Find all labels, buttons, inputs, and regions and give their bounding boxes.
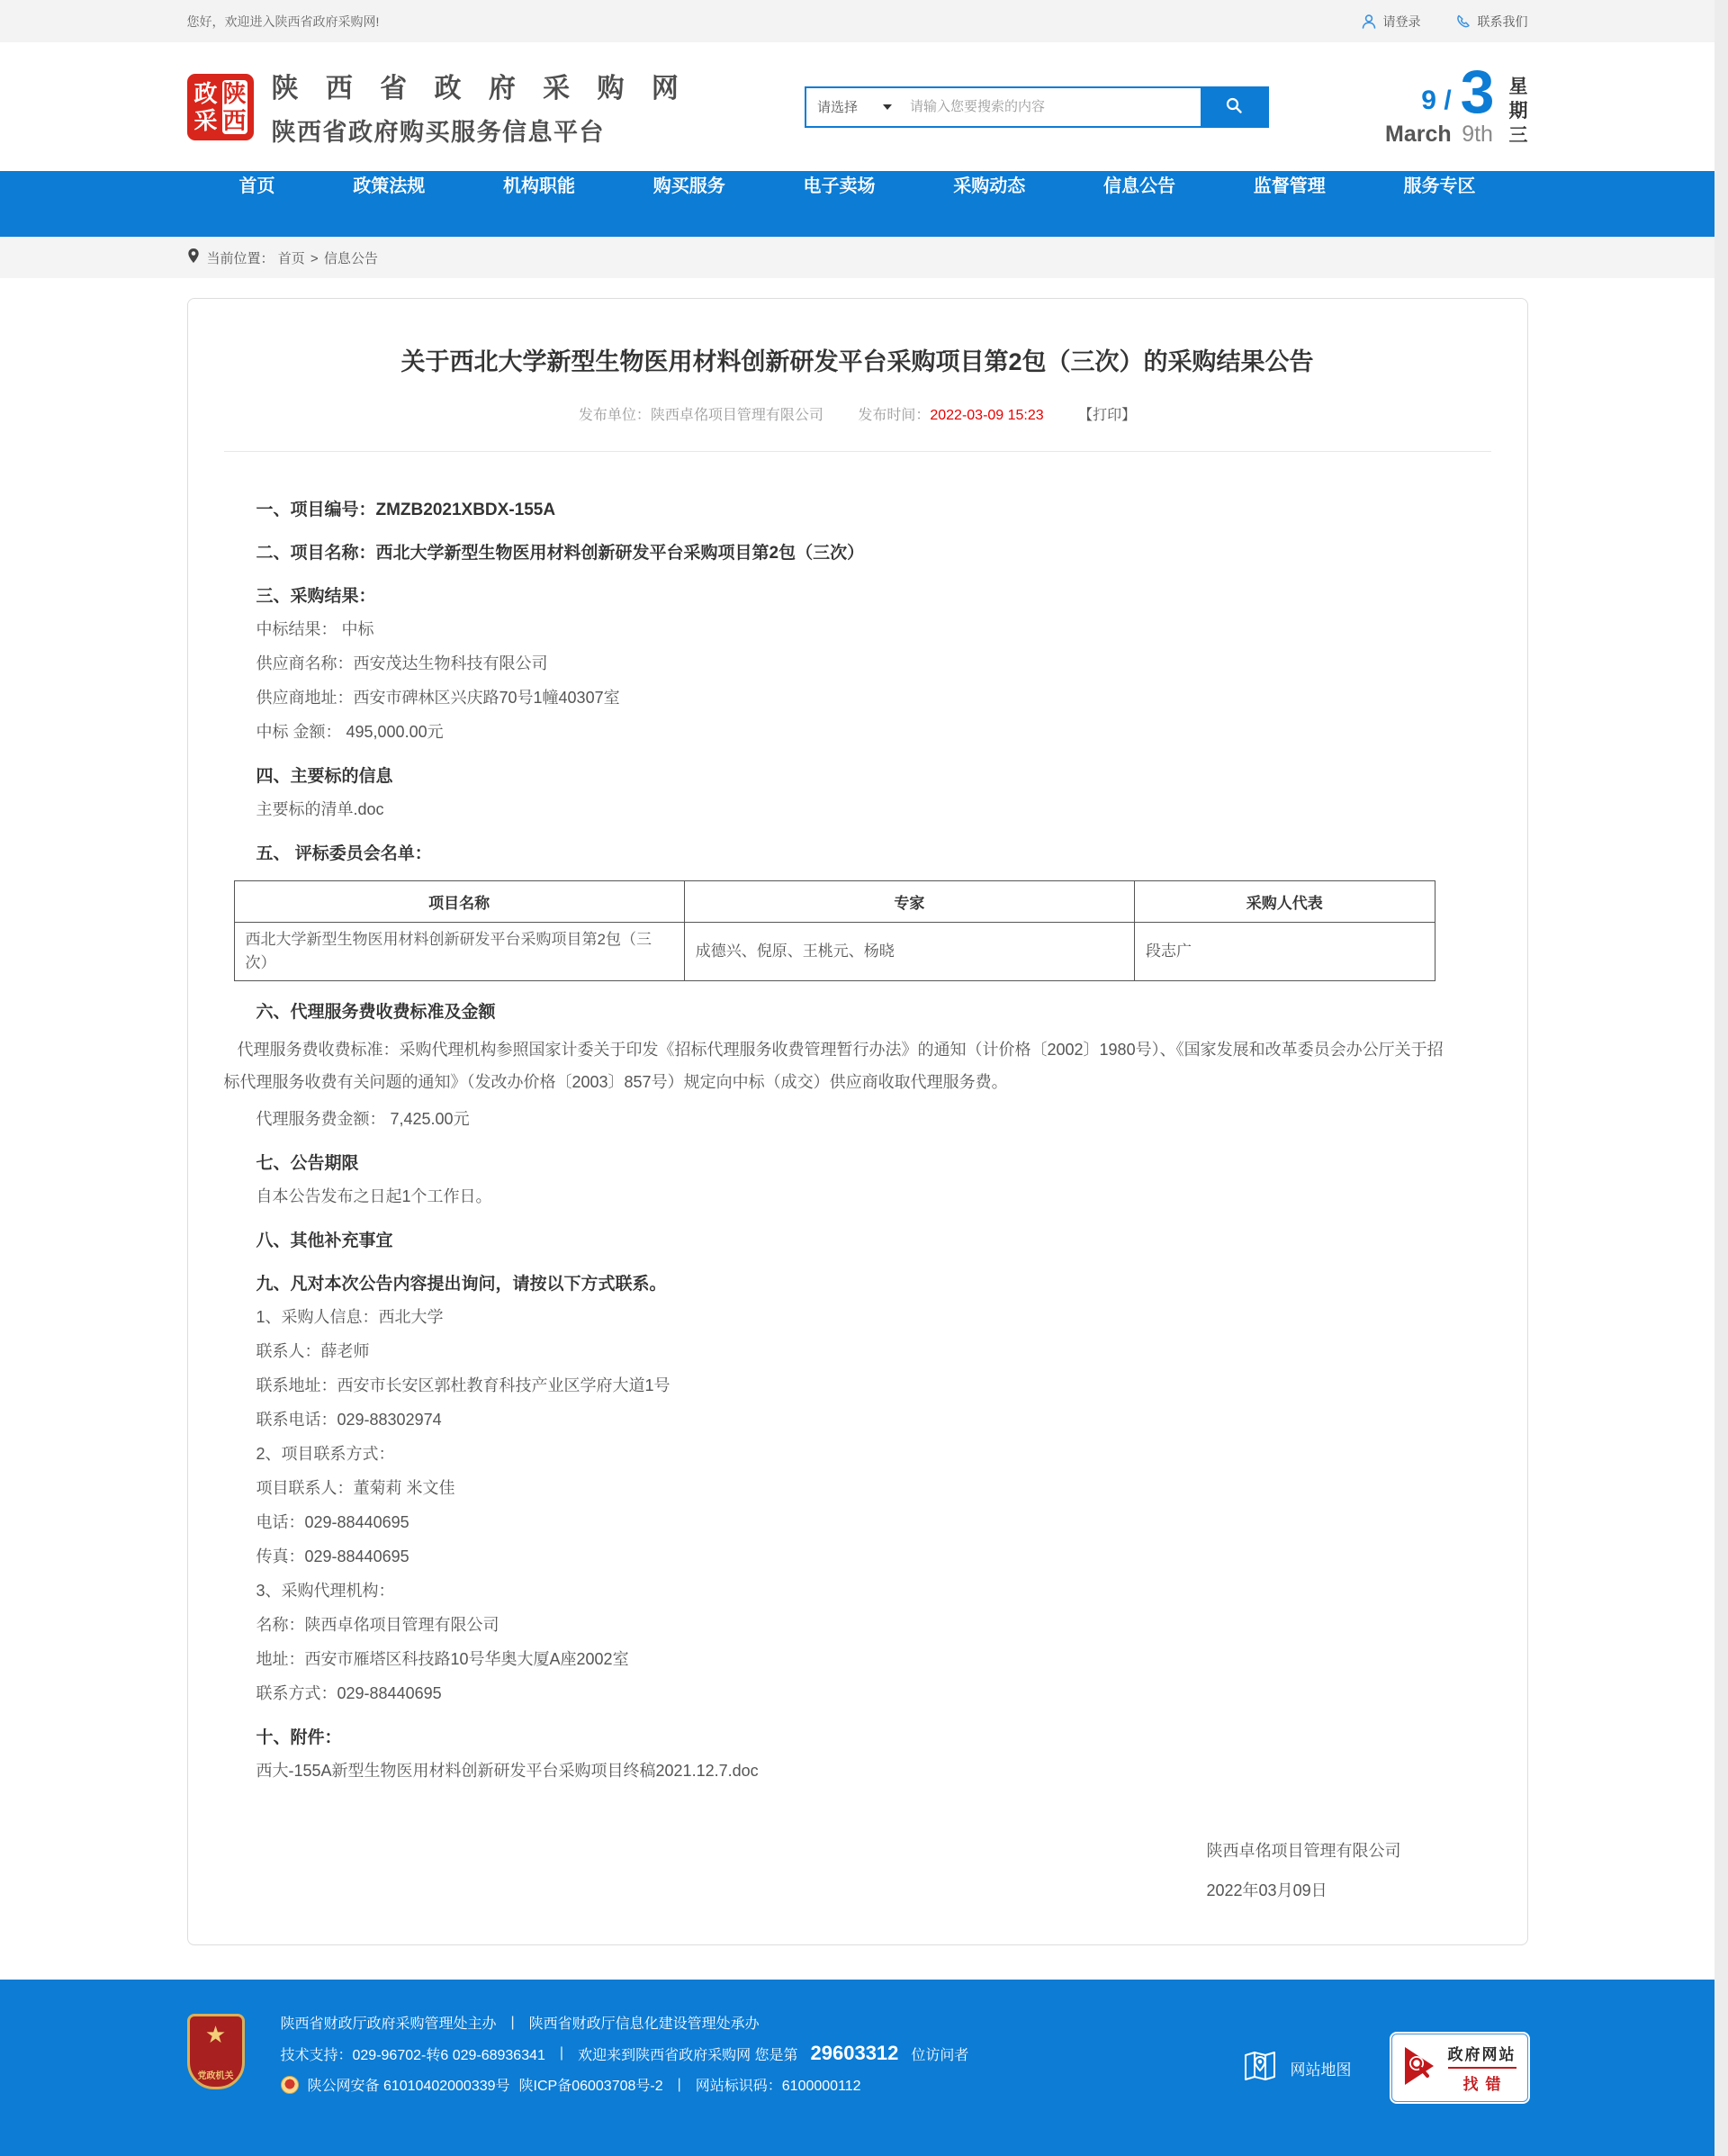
nav-item-policies[interactable]: 政策法规 xyxy=(353,176,426,196)
nav-item-home[interactable]: 首页 xyxy=(238,176,275,196)
contact-label: 联系我们 xyxy=(1477,14,1528,29)
gov-site-error-report-badge[interactable] xyxy=(1391,2034,1528,2102)
nav-item-service-zone[interactable]: 服务专区 xyxy=(1403,176,1476,196)
seal-logo-icon xyxy=(187,74,254,140)
visitor-count: 29603312 xyxy=(810,2042,899,2064)
login-button[interactable] xyxy=(1361,13,1421,31)
icp-record: 陕ICP备06003708号-2 xyxy=(518,2079,663,2094)
nav-item-e-marketplace[interactable]: 电子卖场 xyxy=(803,176,876,196)
date-month-number: 3 xyxy=(1460,58,1495,126)
supplier-name-line: 供应商名称：西安茂达生物科技有限公司 xyxy=(256,654,548,672)
agency-contact-line: 联系方式：029-88440695 xyxy=(256,1684,442,1702)
weekday-char: 期 xyxy=(1508,101,1528,122)
date-day: 9 / xyxy=(1421,86,1452,115)
section-heading-procurement-result: 三、采购结果： xyxy=(256,587,376,606)
site-title: 陕 西 省 政 府 采 购 网 xyxy=(271,74,688,104)
greeting-text: 您好，欢迎进入陕西省政府采购网! xyxy=(186,14,380,29)
signature-company: 陕西卓佲项目管理有限公司 xyxy=(1206,1842,1401,1860)
person-icon xyxy=(1361,14,1377,30)
breadcrumb-home-link[interactable]: 首页 xyxy=(277,250,305,266)
seal-char: 采 xyxy=(194,106,218,134)
breadcrumb-label: 当前位置： xyxy=(206,250,274,266)
site-footer xyxy=(0,1980,1714,2156)
badge-label: 党政机关 xyxy=(197,2071,234,2081)
article-meta xyxy=(224,403,1491,424)
party-gov-badge-icon xyxy=(187,2014,245,2089)
footer-undertaker: 陕西省财政厅信息化建设管理处承办 xyxy=(528,2016,760,2032)
footer-organizer: 陕西省财政厅政府采购管理处主办 xyxy=(280,2016,497,2032)
weekday-char: 星 xyxy=(1508,77,1528,97)
sitemap-link[interactable] xyxy=(1240,2046,1352,2090)
footer-separator: | xyxy=(559,2045,564,2061)
nav-item-supervision[interactable]: 监督管理 xyxy=(1253,176,1326,196)
section-heading-project-name: 二、项目名称：西北大学新型生物医用材料创新研发平台采购项目第2包（三次） xyxy=(256,544,865,563)
table-row xyxy=(234,923,1435,981)
date-day-ordinal: 9th xyxy=(1462,122,1493,147)
date-weekday xyxy=(1508,75,1527,148)
breadcrumb xyxy=(207,248,378,267)
section-heading-committee: 五、 评标委员会名单： xyxy=(256,844,432,863)
section-heading-contact-methods: 九、凡对本次公告内容提出询问，请按以下方式联系。 xyxy=(256,1275,667,1294)
publish-time: 2022-03-09 15:23 xyxy=(930,408,1044,423)
search-button[interactable] xyxy=(1201,88,1267,126)
date-widget xyxy=(1385,58,1528,148)
nav-item-purchase-services[interactable]: 购买服务 xyxy=(652,176,725,196)
cell-experts: 成德兴、倪原、王桃元、杨晓 xyxy=(684,923,1134,981)
signature-date: 2022年03月09日 xyxy=(1206,1881,1328,1899)
committee-table xyxy=(234,880,1436,981)
scrollbar[interactable] xyxy=(1714,0,1728,2156)
contact-person-line: 联系人：薛老师 xyxy=(256,1342,370,1360)
seal-char: 西 xyxy=(222,106,247,134)
national-emblem-icon xyxy=(281,2076,299,2094)
announcement-card xyxy=(187,298,1528,1945)
login-label: 请登录 xyxy=(1382,14,1421,29)
footer-separator: | xyxy=(677,2076,681,2092)
sitemap-label: 网站地图 xyxy=(1290,2061,1352,2079)
award-amount-line: 中标 金额： 495,000.00元 xyxy=(256,723,444,741)
phone-icon xyxy=(1455,14,1472,30)
footer-separator: | xyxy=(510,2014,515,2030)
top-bar xyxy=(0,0,1714,42)
agency-name-line: 名称：陕西卓佲项目管理有限公司 xyxy=(256,1616,500,1634)
announcement-period-line: 自本公告发布之日起1个工作日。 xyxy=(256,1187,492,1205)
magnifier-icon xyxy=(1224,95,1244,118)
column-header-project-name: 项目名称 xyxy=(234,881,684,923)
supplier-address-line: 供应商地址：西安市碑林区兴庆路70号1幢40307室 xyxy=(256,689,620,707)
search-input[interactable] xyxy=(904,88,1201,126)
result-line: 中标结果： 中标 xyxy=(256,620,374,638)
contact-phone-line: 联系电话：029-88302974 xyxy=(256,1411,442,1429)
breadcrumb-separator: > xyxy=(310,250,319,266)
footer-welcome-text: 欢迎来到陕西省政府采购网 您是第 xyxy=(578,2047,798,2063)
footer-text xyxy=(281,2010,969,2095)
section-heading-agency-fee: 六、代理服务费收费标准及金额 xyxy=(256,1003,496,1022)
chevron-down-icon xyxy=(883,104,892,110)
section-heading-attachments: 十、附件： xyxy=(256,1728,342,1747)
seal-char: 政 xyxy=(194,79,218,107)
table-header-row xyxy=(234,881,1435,923)
site-id-code: 网站标识码：6100000112 xyxy=(695,2079,861,2094)
error-badge-bottom-label: 找错 xyxy=(1462,2076,1508,2093)
agency-address-line: 地址：西安市雁塔区科技路10号华奥大厦A座2002室 xyxy=(256,1650,629,1668)
nav-item-announcements[interactable]: 信息公告 xyxy=(1103,176,1175,196)
map-icon xyxy=(1240,2046,1280,2090)
site-header xyxy=(0,42,1714,171)
site-logo[interactable] xyxy=(187,66,688,148)
attachment-link[interactable]: 西大-155A新型生物医用材料创新研发平台采购项目终稿2021.12.7.doc xyxy=(256,1762,759,1780)
project-phone-line: 电话：029-88440695 xyxy=(256,1513,410,1531)
main-content xyxy=(0,278,1714,1980)
agency-fee-amount-line: 代理服务费金额： 7,425.00元 xyxy=(256,1110,470,1128)
project-contact-heading-line: 2、项目联系方式： xyxy=(256,1445,395,1463)
purchaser-info-line: 1、采购人信息：西北大学 xyxy=(256,1308,444,1326)
page-title: 关于西北大学新型生物医用材料创新研发平台采购项目第2包（三次）的采购结果公告 xyxy=(400,348,1314,375)
print-button[interactable]: 【打印】 xyxy=(1078,408,1137,423)
contact-button[interactable] xyxy=(1455,13,1528,31)
search-category-select[interactable] xyxy=(806,88,904,126)
column-header-experts: 专家 xyxy=(684,881,1134,923)
project-fax-line: 传真：029-88440695 xyxy=(256,1547,410,1565)
breadcrumb-current: 信息公告 xyxy=(323,250,378,266)
section-heading-main-subject: 四、主要标的信息 xyxy=(256,767,393,786)
cell-purchaser-rep: 段志广 xyxy=(1135,923,1436,981)
nav-item-functions[interactable]: 机构职能 xyxy=(503,176,575,196)
article-body xyxy=(224,452,1491,1903)
section-heading-project-number: 一、项目编号：ZMZB2021XBDX-155A xyxy=(256,501,556,519)
error-badge-top-label: 政府网站 xyxy=(1448,2042,1516,2069)
publisher-label: 发布单位： xyxy=(578,408,651,423)
error-report-logo-icon xyxy=(1403,2045,1439,2091)
location-pin-icon xyxy=(187,248,200,267)
publisher-name: 陕西卓佲项目管理有限公司 xyxy=(650,408,824,423)
section-heading-other-matters: 八、其他补充事宜 xyxy=(256,1231,393,1250)
search-bar xyxy=(805,86,1269,128)
police-record-link[interactable]: 陕公网安备 61010402000339号 xyxy=(307,2079,510,2094)
agency-heading-line: 3、采购代理机构： xyxy=(256,1582,395,1600)
column-header-purchaser-rep: 采购人代表 xyxy=(1135,881,1436,923)
search-select-value: 请选择 xyxy=(816,100,858,115)
seal-char: 陕 xyxy=(222,79,247,107)
contact-address-line: 联系地址：西安市长安区郭杜教育科技产业区学府大道1号 xyxy=(256,1376,670,1394)
badge-star-icon: ★ xyxy=(204,2021,227,2048)
main-nav xyxy=(0,171,1714,237)
main-subject-doc-link[interactable]: 主要标的清单.doc xyxy=(256,800,384,818)
footer-tech-support: 技术支持：029-96702-转6 029-68936341 xyxy=(280,2047,545,2063)
section-heading-announcement-period: 七、公告期限 xyxy=(256,1154,359,1173)
project-contact-person-line: 项目联系人：董菊莉 米文佳 xyxy=(256,1479,455,1497)
agency-fee-standard-paragraph: 代理服务费收费标准：采购代理机构参照国家计委关于印发《招标代理服务收费管理暂行办法》的通知（计价格〔2002〕1980号）、《国家发展和改革委员会办公厅关于招标代理服务收费有关问题的通知》（发改办价格〔2003〕857号）规定向中标（成交）供应商收取代理服务费。 xyxy=(223,1041,1444,1091)
date-month-en: March xyxy=(1385,122,1452,147)
publish-time-label: 发布时间： xyxy=(858,408,931,423)
cell-project-name: 西北大学新型生物医用材料创新研发平台采购项目第2包（三次） xyxy=(234,923,684,981)
footer-visitor-suffix: 位访问者 xyxy=(911,2047,969,2063)
breadcrumb-bar xyxy=(0,237,1714,278)
site-subtitle: 陕西省政府购买服务信息平台 xyxy=(271,119,605,146)
weekday-char: 三 xyxy=(1508,125,1528,146)
signature-block xyxy=(256,1824,1459,1903)
nav-item-procurement-news[interactable]: 采购动态 xyxy=(953,176,1026,196)
